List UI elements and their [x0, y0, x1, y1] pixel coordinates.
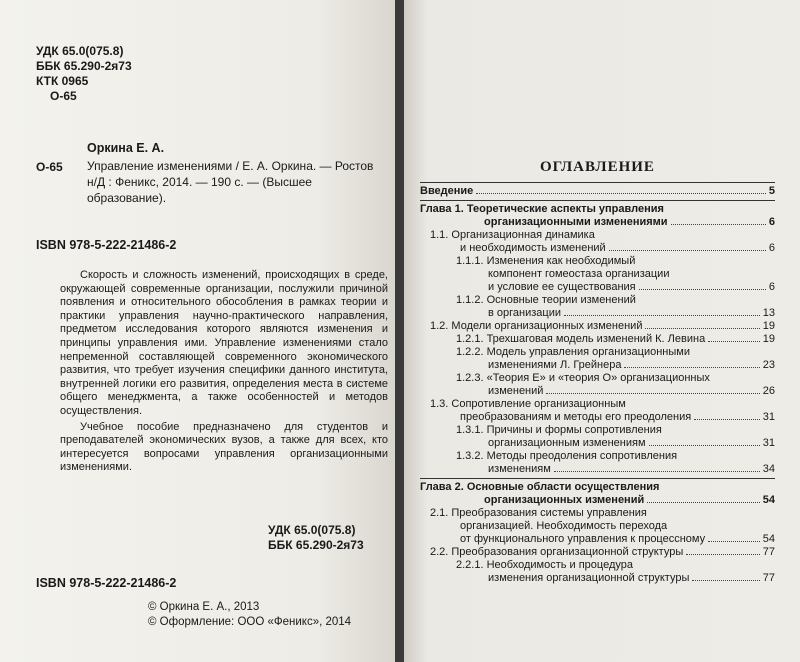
toc-page-number: 54 [762, 494, 775, 506]
toc-entry [420, 546, 775, 559]
toc-entry [420, 333, 775, 346]
toc-entry-text: 1.1.2. Основные теории изменений [456, 294, 636, 306]
toc-leader-dots [624, 366, 759, 368]
toc-entry-text: и условие ее существования [488, 281, 636, 293]
toc-entry-text: 1.2.2. Модель управления организационными [456, 346, 690, 358]
toc-entry [420, 507, 775, 546]
copyright-author: © Оркина Е. А., 2013 [148, 601, 260, 613]
toc-separator [420, 182, 775, 183]
bibliographic-record: Управление изменениями / Е. А. Оркина. — Ростов н/Д : Феникс, 2014. — 190 с. — (Высшее образование). [87, 159, 374, 205]
toc-separator [420, 478, 775, 479]
toc-entry-text: организационными изменениями [484, 216, 668, 228]
toc-entry [420, 294, 775, 320]
toc-entry-text: в организации [488, 307, 561, 319]
toc-separator [420, 200, 775, 201]
toc-page-number: 26 [762, 385, 775, 397]
catalog-mark: О-65 [36, 160, 63, 174]
isbn-bottom: ISBN 978-5-222-21486-2 [36, 576, 177, 590]
toc-leader-dots [645, 327, 759, 329]
toc-entry-text: 1.3.2. Методы преодоления сопротивления [456, 450, 678, 462]
toc-entry-text: Глава 1. Теоретические аспекты управления [420, 203, 664, 215]
author-mark: О-65 [50, 89, 77, 103]
toc-entry-text: и необходимость изменений [460, 242, 606, 254]
toc-page-number: 77 [762, 572, 775, 584]
toc-entry [420, 372, 775, 398]
toc-entry [420, 320, 775, 333]
abstract [60, 269, 388, 475]
toc-leader-dots [694, 418, 760, 420]
toc-leader-dots [671, 223, 766, 225]
toc-entry [420, 255, 775, 294]
toc-page-number: 6 [768, 216, 775, 228]
toc-leader-dots [546, 392, 759, 394]
toc-entry [420, 450, 775, 476]
toc-entry-text: Глава 2. Основные области осуществления [420, 481, 660, 493]
toc-entry-text: 1.3.1. Причины и формы сопротивления [456, 424, 662, 436]
classification-codes-top [36, 44, 132, 104]
toc-entry-text: 1.1. Организационная динамика [430, 229, 595, 241]
toc-leader-dots [476, 192, 766, 194]
toc-entry-text: 1.1.1. Изменения как необходимый [456, 255, 636, 267]
toc-leader-dots [609, 249, 766, 251]
toc-entry-text: организацией. Необходимость перехода [460, 520, 668, 532]
bbk-code-bottom: ББК 65.290-2я73 [268, 538, 364, 552]
toc-page-number: 6 [768, 281, 775, 293]
toc-entry [420, 398, 775, 424]
toc-entry [420, 185, 775, 198]
toc-entry-text: 1.3. Сопротивление организационным [430, 398, 626, 410]
udk-code: УДК 65.0(075.8) [36, 44, 124, 58]
toc-leader-dots [708, 540, 760, 542]
toc-entry-text: изменений [488, 385, 544, 397]
toc-entry [420, 481, 775, 507]
toc-entry-text: Введение [420, 185, 474, 197]
abstract-paragraph: Скорость и сложность изменений, происходящих в среде, окружающей современные организации, послужили причиной появления и относительного обособления в рамках теории и практики управления научно-практического направления, предметом исследования которого являются изменения и принципы управления ими. Управление изменениями стало непременной составляющей современного экономического развития, что требует изучения специфики данного института, внутренней логики его развития, определения места в системе общего менеджмента, а также особенностей и методов осуществления. [60, 269, 388, 417]
toc-entry [420, 559, 775, 585]
toc-leader-dots [708, 340, 760, 342]
toc-page-number: 6 [768, 242, 775, 254]
toc-leader-dots [686, 553, 760, 555]
toc-entry-text: от функционального управления к процессному [460, 533, 706, 545]
toc-entry-text: компонент гомеостаза организации [488, 268, 670, 280]
toc-entry [420, 424, 775, 450]
bbk-code: ББК 65.290-2я73 [36, 59, 132, 73]
toc-page-number: 23 [762, 359, 775, 371]
toc-page-number: 31 [762, 437, 775, 449]
toc-title: ОГЛАВЛЕНИЕ [540, 159, 655, 175]
toc-leader-dots [649, 444, 760, 446]
toc-page-number: 19 [762, 333, 775, 345]
book-gutter [395, 0, 404, 662]
toc-page-number: 77 [762, 546, 775, 558]
toc-page-number: 13 [762, 307, 775, 319]
toc-entry-text: преобразованиям и методы его преодоления [460, 411, 692, 423]
ktk-code: КТК 0965 [36, 74, 89, 88]
toc-leader-dots [564, 314, 760, 316]
toc-entry-text: организационных изменений [484, 494, 645, 506]
toc-leader-dots [554, 470, 760, 472]
left-page [0, 0, 395, 662]
toc-entry-text: 2.2.1. Необходимость и процедура [456, 559, 633, 571]
isbn-top: ISBN 978-5-222-21486-2 [36, 238, 177, 252]
toc-entry-text: 1.2.1. Трехшаговая модель изменений К. Левина [456, 333, 706, 345]
toc-entry-text: 2.2. Преобразования организационной структуры [430, 546, 684, 558]
toc-page-number: 31 [762, 411, 775, 423]
author-name: Оркина Е. А. [87, 141, 165, 155]
toc-leader-dots [692, 579, 759, 581]
toc-entry-text: 2.1. Преобразования системы управления [430, 507, 647, 519]
copyright-design: © Оформление: ООО «Феникс», 2014 [148, 616, 352, 628]
toc-leader-dots [639, 288, 766, 290]
toc-page-number: 54 [762, 533, 775, 545]
copyright-block [148, 600, 351, 630]
toc-entry-text: изменениям [488, 463, 551, 475]
toc-entry [420, 229, 775, 255]
toc-entry [420, 346, 775, 372]
table-of-contents [420, 180, 775, 585]
toc-entry-text: изменениями Л. Грейнера [488, 359, 622, 371]
toc-entry-text: 1.2.3. «Теория Е» и «теория О» организационных [456, 372, 710, 384]
toc-entry-text: организационным изменениям [488, 437, 646, 449]
toc-page-number: 34 [762, 463, 775, 475]
toc-page-number: 19 [762, 320, 775, 332]
toc-entry-text: изменения организационной структуры [488, 572, 690, 584]
toc-page-number: 5 [768, 185, 775, 197]
abstract-paragraph: Учебное пособие предназначено для студентов и преподавателей экономических вузов, а также для всех, кто интересуется вопросами управления организационными изменениями. [60, 420, 388, 474]
toc-leader-dots [647, 501, 760, 503]
classification-codes-bottom [268, 523, 364, 553]
udk-code-bottom: УДК 65.0(075.8) [268, 523, 356, 537]
toc-entry-text: 1.2. Модели организационных изменений [430, 320, 643, 332]
toc-entry [420, 203, 775, 229]
